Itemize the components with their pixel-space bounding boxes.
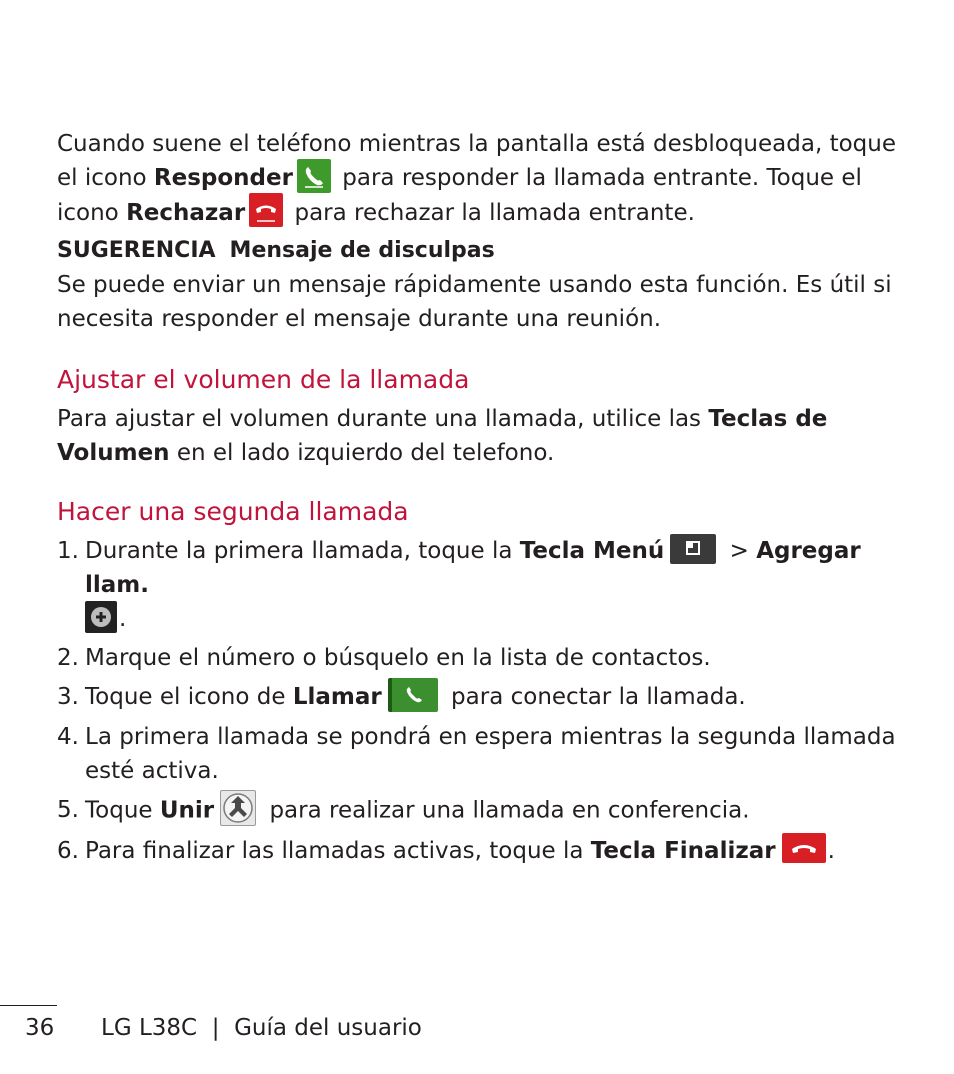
step-item xyxy=(57,680,897,715)
volume-heading: Ajustar el volumen de la llamada xyxy=(57,365,470,394)
step-text: Para finalizar las llamadas activas, toque la xyxy=(85,837,591,864)
step-text: . xyxy=(119,606,127,632)
step-number: 1. xyxy=(57,538,79,564)
step-text: Durante la primera llamada, toque la xyxy=(85,538,520,564)
footer-rule xyxy=(0,1005,57,1006)
add-call-icon xyxy=(85,601,117,633)
volume-text: en el lado izquierdo del telefono. xyxy=(169,440,555,466)
answer-call-icon xyxy=(297,159,331,193)
step-text: para conectar la llamada. xyxy=(443,684,746,710)
add-call-label: Agregar llam. xyxy=(85,538,861,598)
step-text: La primera llamada se pondrá en espera mientras la segunda llamada esté activa. xyxy=(85,723,896,784)
step-number: 6. xyxy=(57,837,79,864)
step-item xyxy=(57,793,897,829)
volume-keys-label: Teclas de Volumen xyxy=(57,406,828,466)
page-content xyxy=(57,127,897,873)
menu-key-icon xyxy=(670,534,716,564)
intro-paragraph xyxy=(57,127,897,230)
end-call-icon xyxy=(782,833,826,863)
step-item xyxy=(57,834,897,868)
volume-text: Para ajustar el volumen durante una llamada, utilice las xyxy=(57,406,709,432)
step-text: > xyxy=(722,538,757,564)
reject-label: Rechazar xyxy=(126,199,246,226)
step-text: Toque xyxy=(85,797,160,823)
intro-text: para rechazar la llamada entrante. xyxy=(287,199,695,226)
step-item xyxy=(57,534,897,636)
menu-key-label: Tecla Menú xyxy=(519,538,665,564)
volume-paragraph xyxy=(57,402,897,470)
reject-call-icon xyxy=(249,193,283,227)
step-number: 2. xyxy=(57,645,79,671)
step-item xyxy=(57,641,897,675)
end-key-label: Tecla Finalizar xyxy=(590,837,776,864)
second-call-heading: Hacer una segunda llamada xyxy=(57,497,409,526)
merge-label: Unir xyxy=(159,797,215,823)
page-footer xyxy=(25,1010,422,1046)
step-number: 5. xyxy=(57,796,79,823)
step-text: . xyxy=(827,837,835,864)
call-icon xyxy=(388,678,438,712)
answer-label: Responder xyxy=(153,165,293,191)
page-number: 36 xyxy=(25,1015,55,1041)
step-number: 3. xyxy=(57,684,79,710)
step-number: 4. xyxy=(57,723,79,750)
step-text: Marque el número o búsquelo en la lista de contactos. xyxy=(85,645,711,671)
footer-title: LG L38C | Guía del usuario xyxy=(101,1015,422,1041)
tip-body: Se puede enviar un mensaje rápidamente usando esta función. Es útil si necesita responder el mensaje durante una reunión. xyxy=(57,272,892,332)
merge-calls-icon xyxy=(220,790,256,826)
tip-title: Mensaje de disculpas xyxy=(229,238,495,263)
step-text: Toque el icono de xyxy=(85,684,293,710)
step-text: para realizar una llamada en conferencia. xyxy=(262,797,750,823)
tip-label: SUGERENCIA xyxy=(57,238,216,263)
tip-heading xyxy=(57,234,897,268)
second-call-steps xyxy=(57,534,897,868)
intro-text: para responder la llamada entrante. Toque el icono xyxy=(57,165,862,226)
call-label: Llamar xyxy=(292,684,382,710)
step-item xyxy=(57,720,897,788)
intro-text: Cuando suene el teléfono mientras la pantalla está desbloqueada, toque el icono xyxy=(57,131,896,191)
